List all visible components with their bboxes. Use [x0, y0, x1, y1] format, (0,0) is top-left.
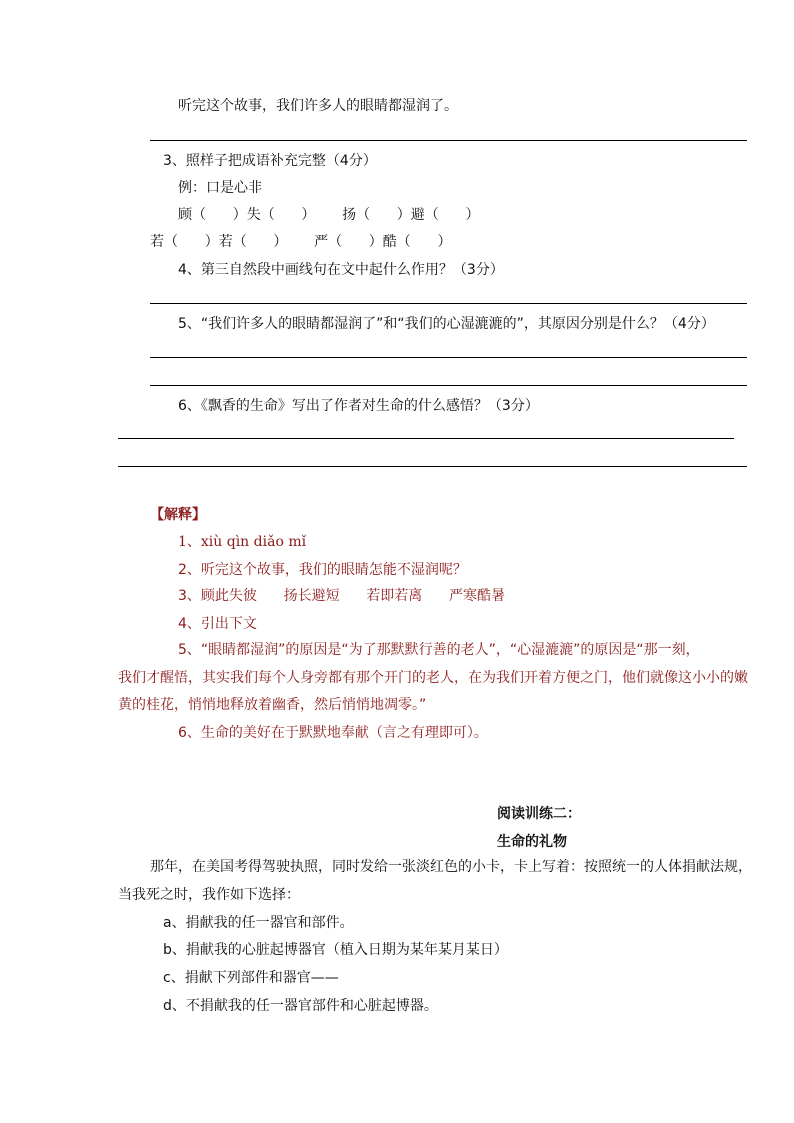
- answers-heading: 【解释】: [150, 507, 206, 523]
- answer-line[interactable]: [150, 303, 747, 304]
- answer-line[interactable]: [118, 438, 734, 439]
- reading2-option-d: d、不捐献我的任一器官部件和心脏起博器。: [163, 998, 438, 1014]
- q3-prompt: 3、照样子把成语补充完整（4分）: [163, 153, 377, 169]
- reading2-option-b: b、捐献我的心脏起博器官（植入日期为某年某月某日）: [163, 942, 508, 958]
- answer-6: 6、生命的美好在于默默地奉献（言之有理即可）。: [178, 725, 488, 741]
- answer-3: 3、顾此失彼 扬长避短 若即若离 严寒酷暑: [178, 588, 506, 604]
- answer-line[interactable]: [150, 140, 747, 141]
- q3-row1: 顾（ ）失（ ） 扬（ ）避（ ）: [178, 207, 480, 223]
- reading2-title: 阅读训练二：: [497, 806, 581, 822]
- answer-2: 2、听完这个故事，我们的眼睛怎能不湿润呢？: [178, 562, 467, 578]
- answer-1: 1、xiù qìn diǎo mǐ: [178, 534, 307, 550]
- q3-example: 例：口是心非: [178, 180, 262, 196]
- answer-line[interactable]: [118, 466, 747, 467]
- answer-line[interactable]: [150, 357, 747, 358]
- q3-row2: 若（ ）若（ ） 严（ ）酷（ ）: [150, 234, 452, 250]
- reading2-subtitle: 生命的礼物: [497, 834, 567, 850]
- answer-5-line1: 5、“眼睛都湿润”的原因是“为了那默默行善的老人”，“心湿漉漉”的原因是“那一刻，: [178, 642, 700, 658]
- answer-5-line2: 我们才醒悟，其实我们每个人身旁都有那个开门的老人，在为我们开着方便之门，他们就像这小小的嫩: [118, 670, 748, 686]
- q5-prompt: 5、“我们许多人的眼睛都湿润了”和“我们的心湿漉漉的”，其原因分别是什么？（4分）: [178, 316, 715, 332]
- reading2-para-line2: 当我死之时，我作如下选择：: [118, 887, 300, 903]
- q4-prompt: 4、第三自然段中画线句在文中起什么作用？（3分）: [178, 262, 504, 278]
- answer-4: 4、引出下文: [178, 616, 257, 632]
- reading2-option-c: c、捐献下列部件和器官——: [163, 970, 339, 986]
- reading2-option-a: a、捐献我的任一器官和部件。: [163, 915, 354, 931]
- answer-line[interactable]: [150, 385, 747, 386]
- q2-sentence: 听完这个故事，我们许多人的眼睛都湿润了。: [178, 98, 458, 114]
- reading2-para-line1: 那年，在美国考得驾驶执照，同时发给一张淡红色的小卡，卡上写着：按照统一的人体捐献法规，: [150, 859, 752, 875]
- q6-prompt: 6、《飘香的生命》写出了作者对生命的什么感悟？（3分）: [178, 398, 539, 414]
- answer-5-line3: 黄的桂花，悄悄地释放着幽香，然后悄悄地凋零。”: [118, 697, 427, 713]
